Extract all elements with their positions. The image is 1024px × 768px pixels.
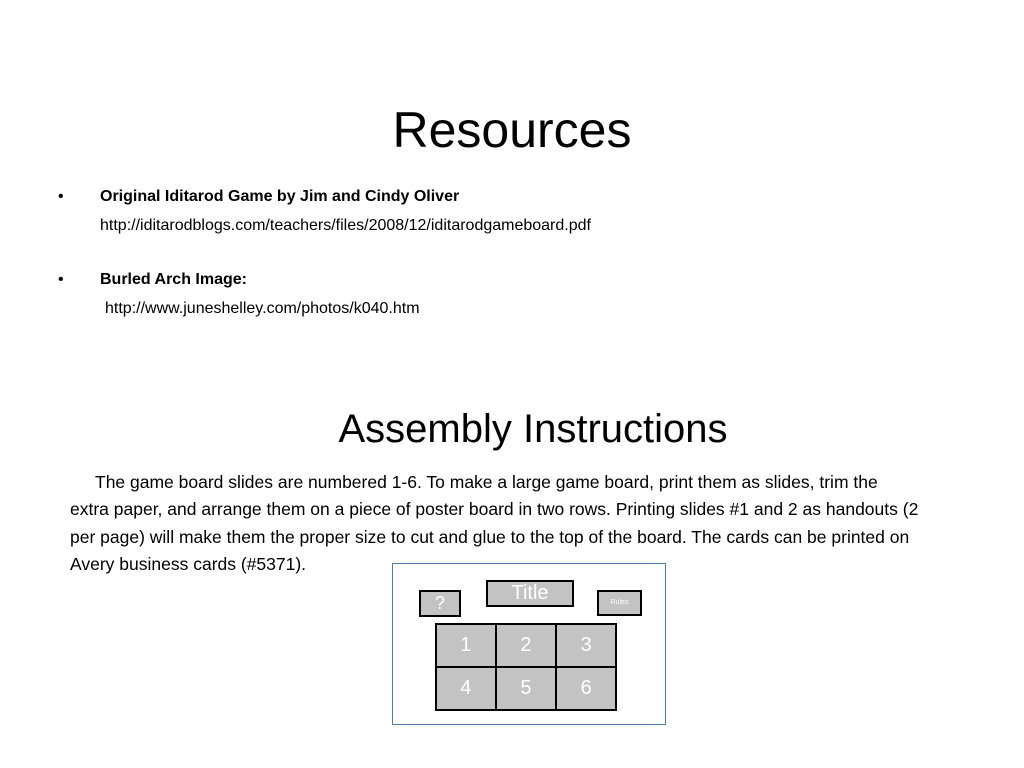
slide-cell: 3: [557, 625, 615, 666]
slide-grid: [435, 623, 617, 711]
resource-heading: Burled Arch Image:: [100, 271, 247, 288]
resource-item-arch: [58, 267, 958, 322]
slide-cell: 4: [437, 668, 495, 709]
resource-link: http://www.juneshelley.com/photos/k040.htm: [105, 300, 420, 317]
resource-heading: Original Iditarod Game by Jim and Cindy Oliver: [100, 188, 460, 205]
assembly-title: Assembly Instructions: [338, 407, 728, 452]
resource-link: http://iditarodblogs.com/teachers/files/2008/12/iditarodgameboard.pdf: [100, 217, 591, 234]
resources-list: [58, 184, 958, 322]
title-card: Title: [486, 580, 574, 607]
slide-title: Resources: [392, 101, 632, 158]
slide-cell: 6: [557, 668, 615, 709]
slide-cell: 1: [437, 625, 495, 666]
slide-cell: 2: [497, 625, 555, 666]
resource-item-game: [58, 184, 958, 239]
bullet-icon: •: [58, 271, 64, 288]
rules-card: Rules: [597, 590, 642, 616]
bullet-icon: •: [58, 188, 64, 205]
game-board-diagram: [392, 563, 666, 725]
help-card: ?: [419, 590, 461, 617]
slide-cell: 5: [497, 668, 555, 709]
assembly-instructions: The game board slides are numbered 1-6. To make a large game board, print them as slides, trim the extra paper, and arrange them on a piece of poster board in two rows. Printing slides #1 and 2 as handouts (2 per page) will make them the proper size to cut and glue to the top of the board. The cards can be printed on Avery business cards (#5371).: [70, 471, 919, 574]
